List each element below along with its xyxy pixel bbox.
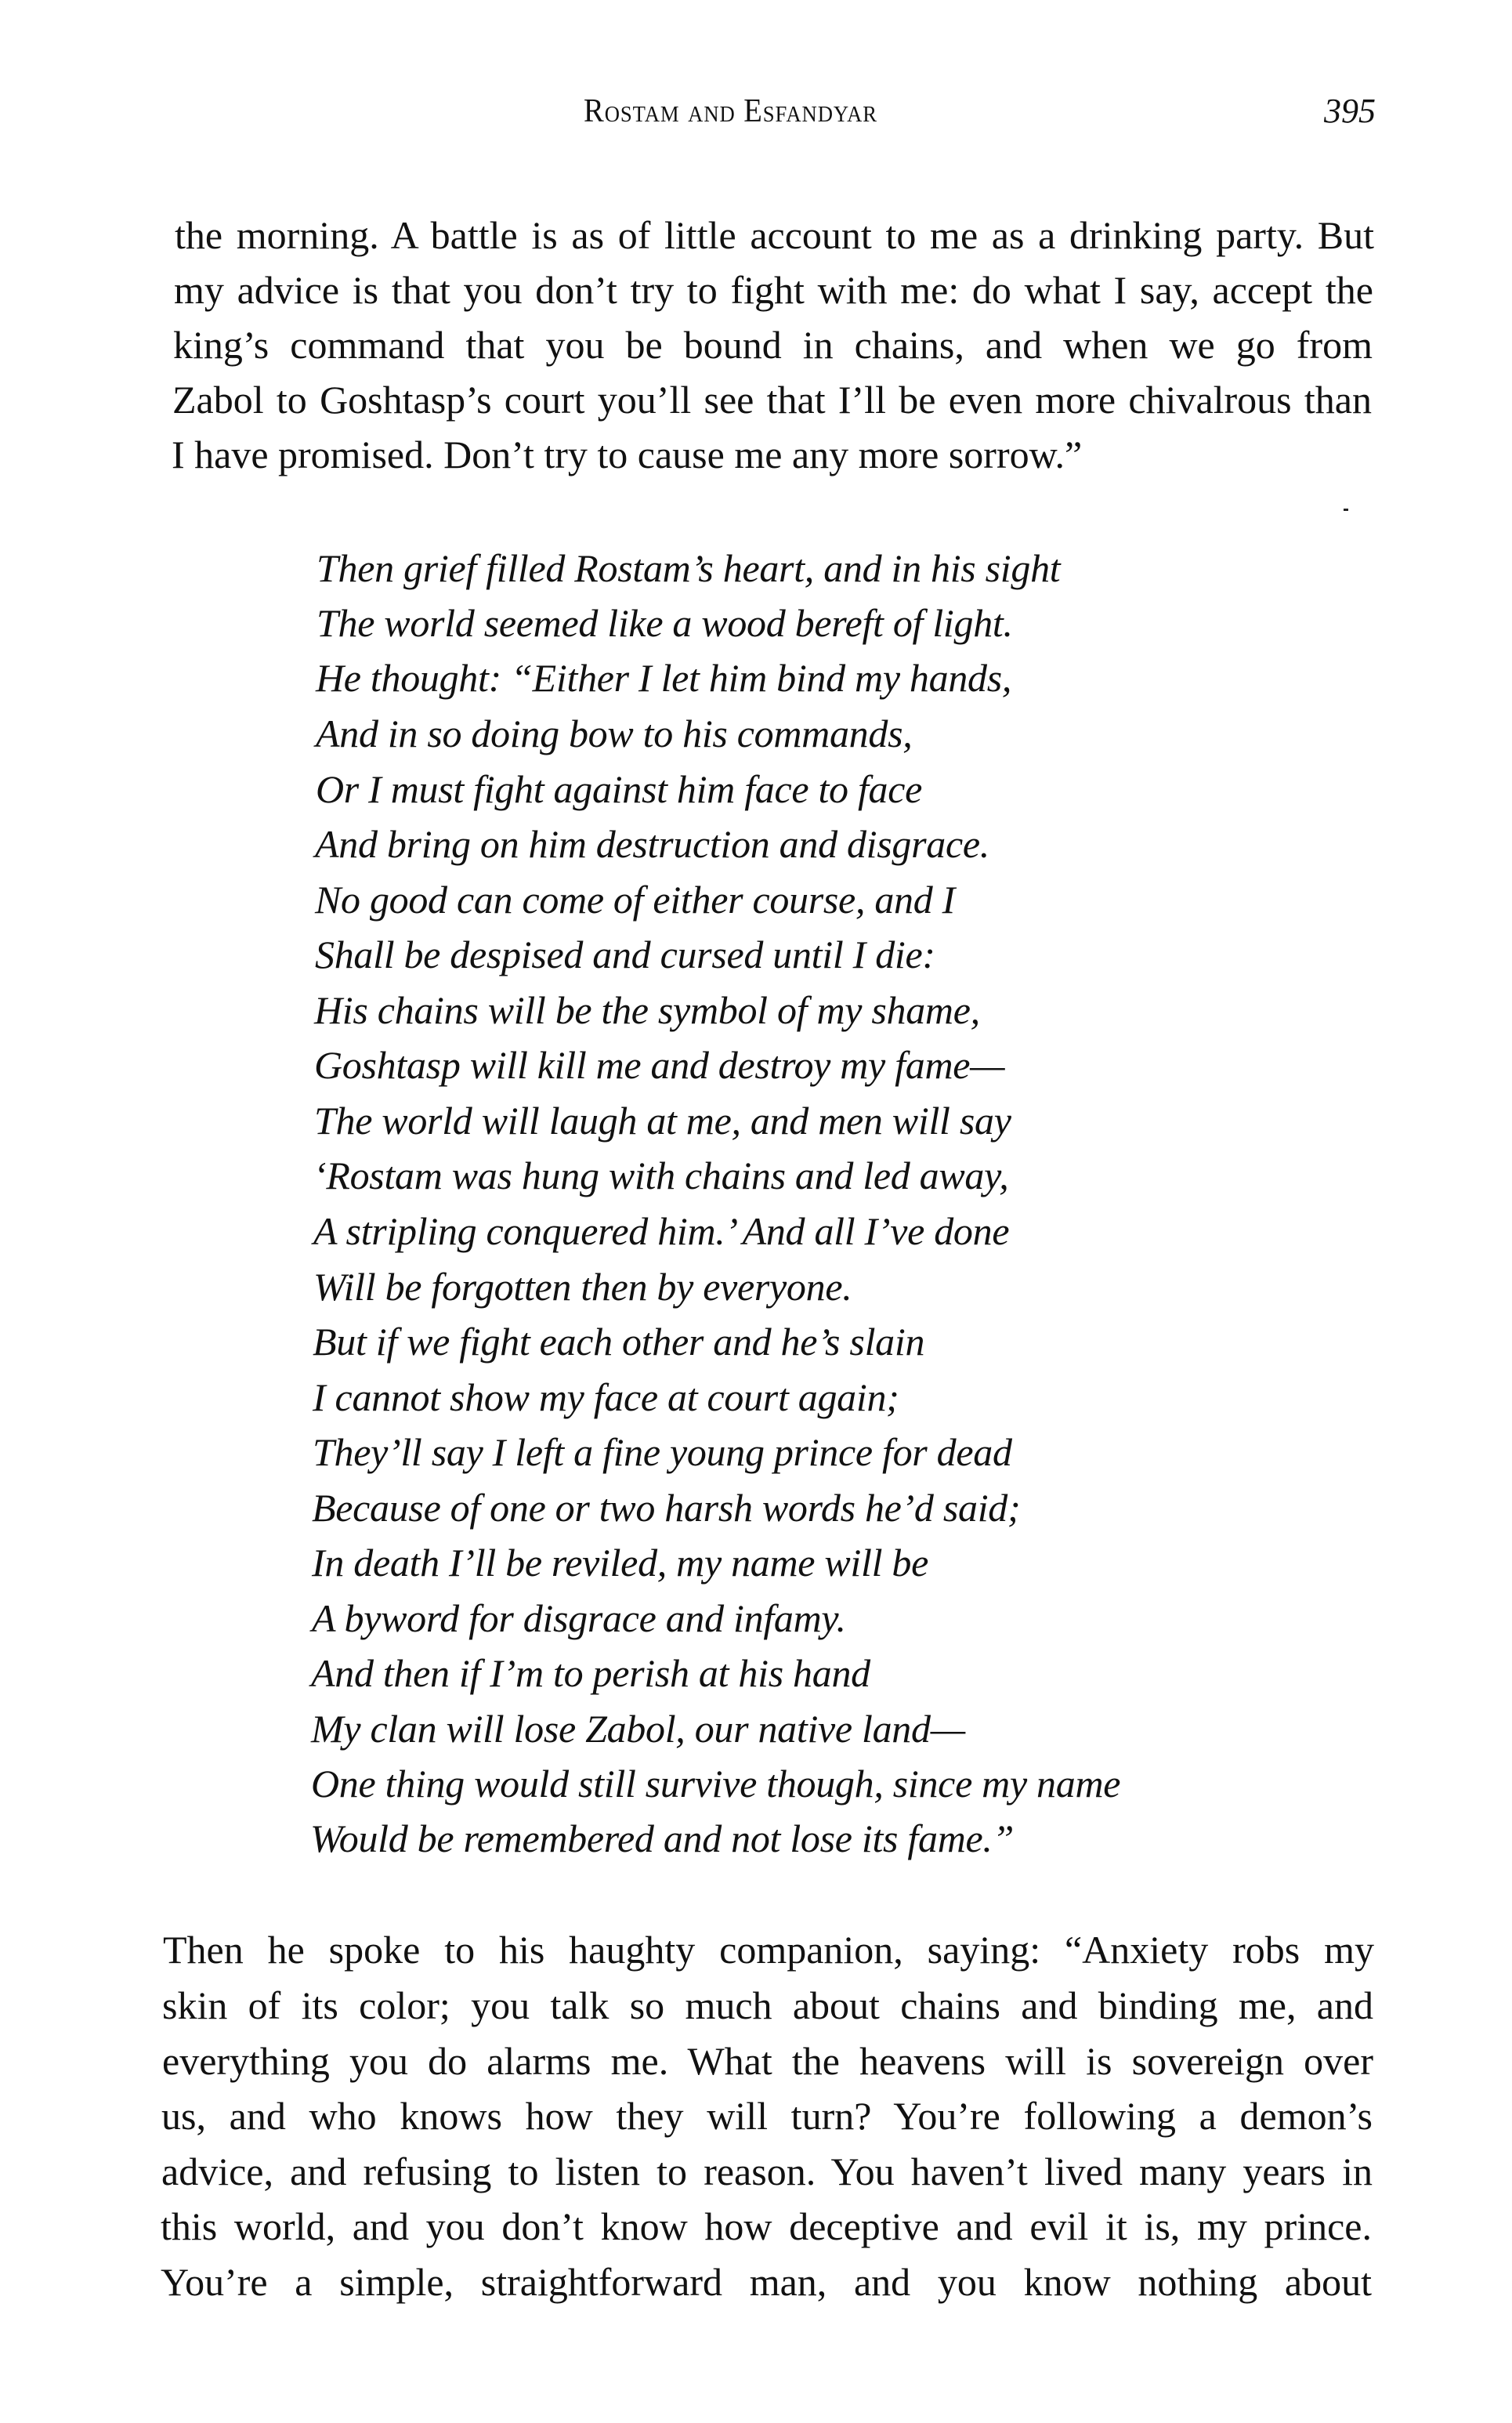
verse-line: Then grief filled Rostam’s heart, and in his sight	[317, 546, 1061, 590]
prose-line: king’s command that you be bound in chains, and when we go from	[173, 323, 1373, 367]
verse-line: And bring on him destruction and disgrace.	[315, 822, 989, 866]
verse-line: My clan will lose Zabol, our native land—	[311, 1707, 965, 1751]
verse-line: He thought: “Either I let him bind my hands,	[316, 656, 1012, 700]
prose-line: the morning. A battle is as of little account to me as a drinking party. But	[175, 213, 1374, 257]
prose-line: everything you do alarms me. What the heavens will is sovereign over	[162, 2039, 1373, 2083]
prose-line: skin of its color; you talk so much about chains and binding me, and	[162, 1983, 1373, 2027]
verse-line: I cannot show my face at court again;	[313, 1375, 899, 1419]
prose-line: I have promised. Don’t try to cause me any more sorrow.”	[172, 433, 1083, 476]
verse-line: Would be remembered and not lose its fame.”	[310, 1816, 1015, 1860]
verse-line: And then if I’m to perish at his hand	[311, 1651, 870, 1695]
verse-line: His chains will be the symbol of my shame,	[314, 988, 980, 1032]
verse-line: But if we fight each other and he’s slain	[313, 1320, 925, 1364]
verse-line: ‘Rostam was hung with chains and led away,	[313, 1154, 1009, 1197]
verse-line: Because of one or two harsh words he’d said;	[312, 1486, 1021, 1530]
verse-line: Goshtasp will kill me and destroy my fame—	[314, 1043, 1005, 1087]
verse-line: Or I must fight against him face to face	[316, 767, 923, 811]
verse-line: The world will laugh at me, and men will say	[314, 1099, 1011, 1143]
verse-line: Will be forgotten then by everyone.	[313, 1265, 852, 1309]
prose-line: Then he spoke to his haughty companion, saying: “Anxiety robs my	[163, 1928, 1374, 1972]
prose-line: You’re a simple, straightforward man, and you know nothing about	[161, 2260, 1372, 2304]
verse-line: No good can come of either course, and I	[315, 878, 956, 922]
verse-line: The world seemed like a wood bereft of light.	[317, 601, 1013, 645]
prose-line: Zabol to Goshtasp’s court you’ll see that I’ll be even more chivalrous than	[172, 378, 1372, 422]
prose-line: advice, and refusing to listen to reason. You haven’t lived many years in	[161, 2150, 1373, 2193]
verse-line: They’ll say I left a fine young prince for dead	[313, 1430, 1012, 1474]
prose-line: my advice is that you don’t try to fight with me: do what I say, accept the	[174, 268, 1373, 312]
running-head-title: Rostam and Esfandyar	[584, 93, 878, 129]
verse-line: Shall be despised and cursed until I die:	[315, 933, 935, 976]
verse-line: One thing would still survive though, since my name	[311, 1762, 1121, 1805]
verse-line: A byword for disgrace and infamy.	[312, 1596, 846, 1640]
prose-line: this world, and you don’t know how deceptive and evil it is, my prince.	[161, 2204, 1372, 2248]
verse-line: In death I’ll be reviled, my name will be	[312, 1541, 928, 1585]
scan-speck	[1344, 509, 1348, 511]
verse-line: And in so doing bow to his commands,	[316, 712, 913, 755]
verse-line: A stripling conquered him.’ And all I’ve done	[313, 1209, 1010, 1253]
prose-line: us, and who knows how they will turn? You’re following a demon’s	[161, 2094, 1373, 2138]
page-number: 395	[1324, 92, 1376, 130]
